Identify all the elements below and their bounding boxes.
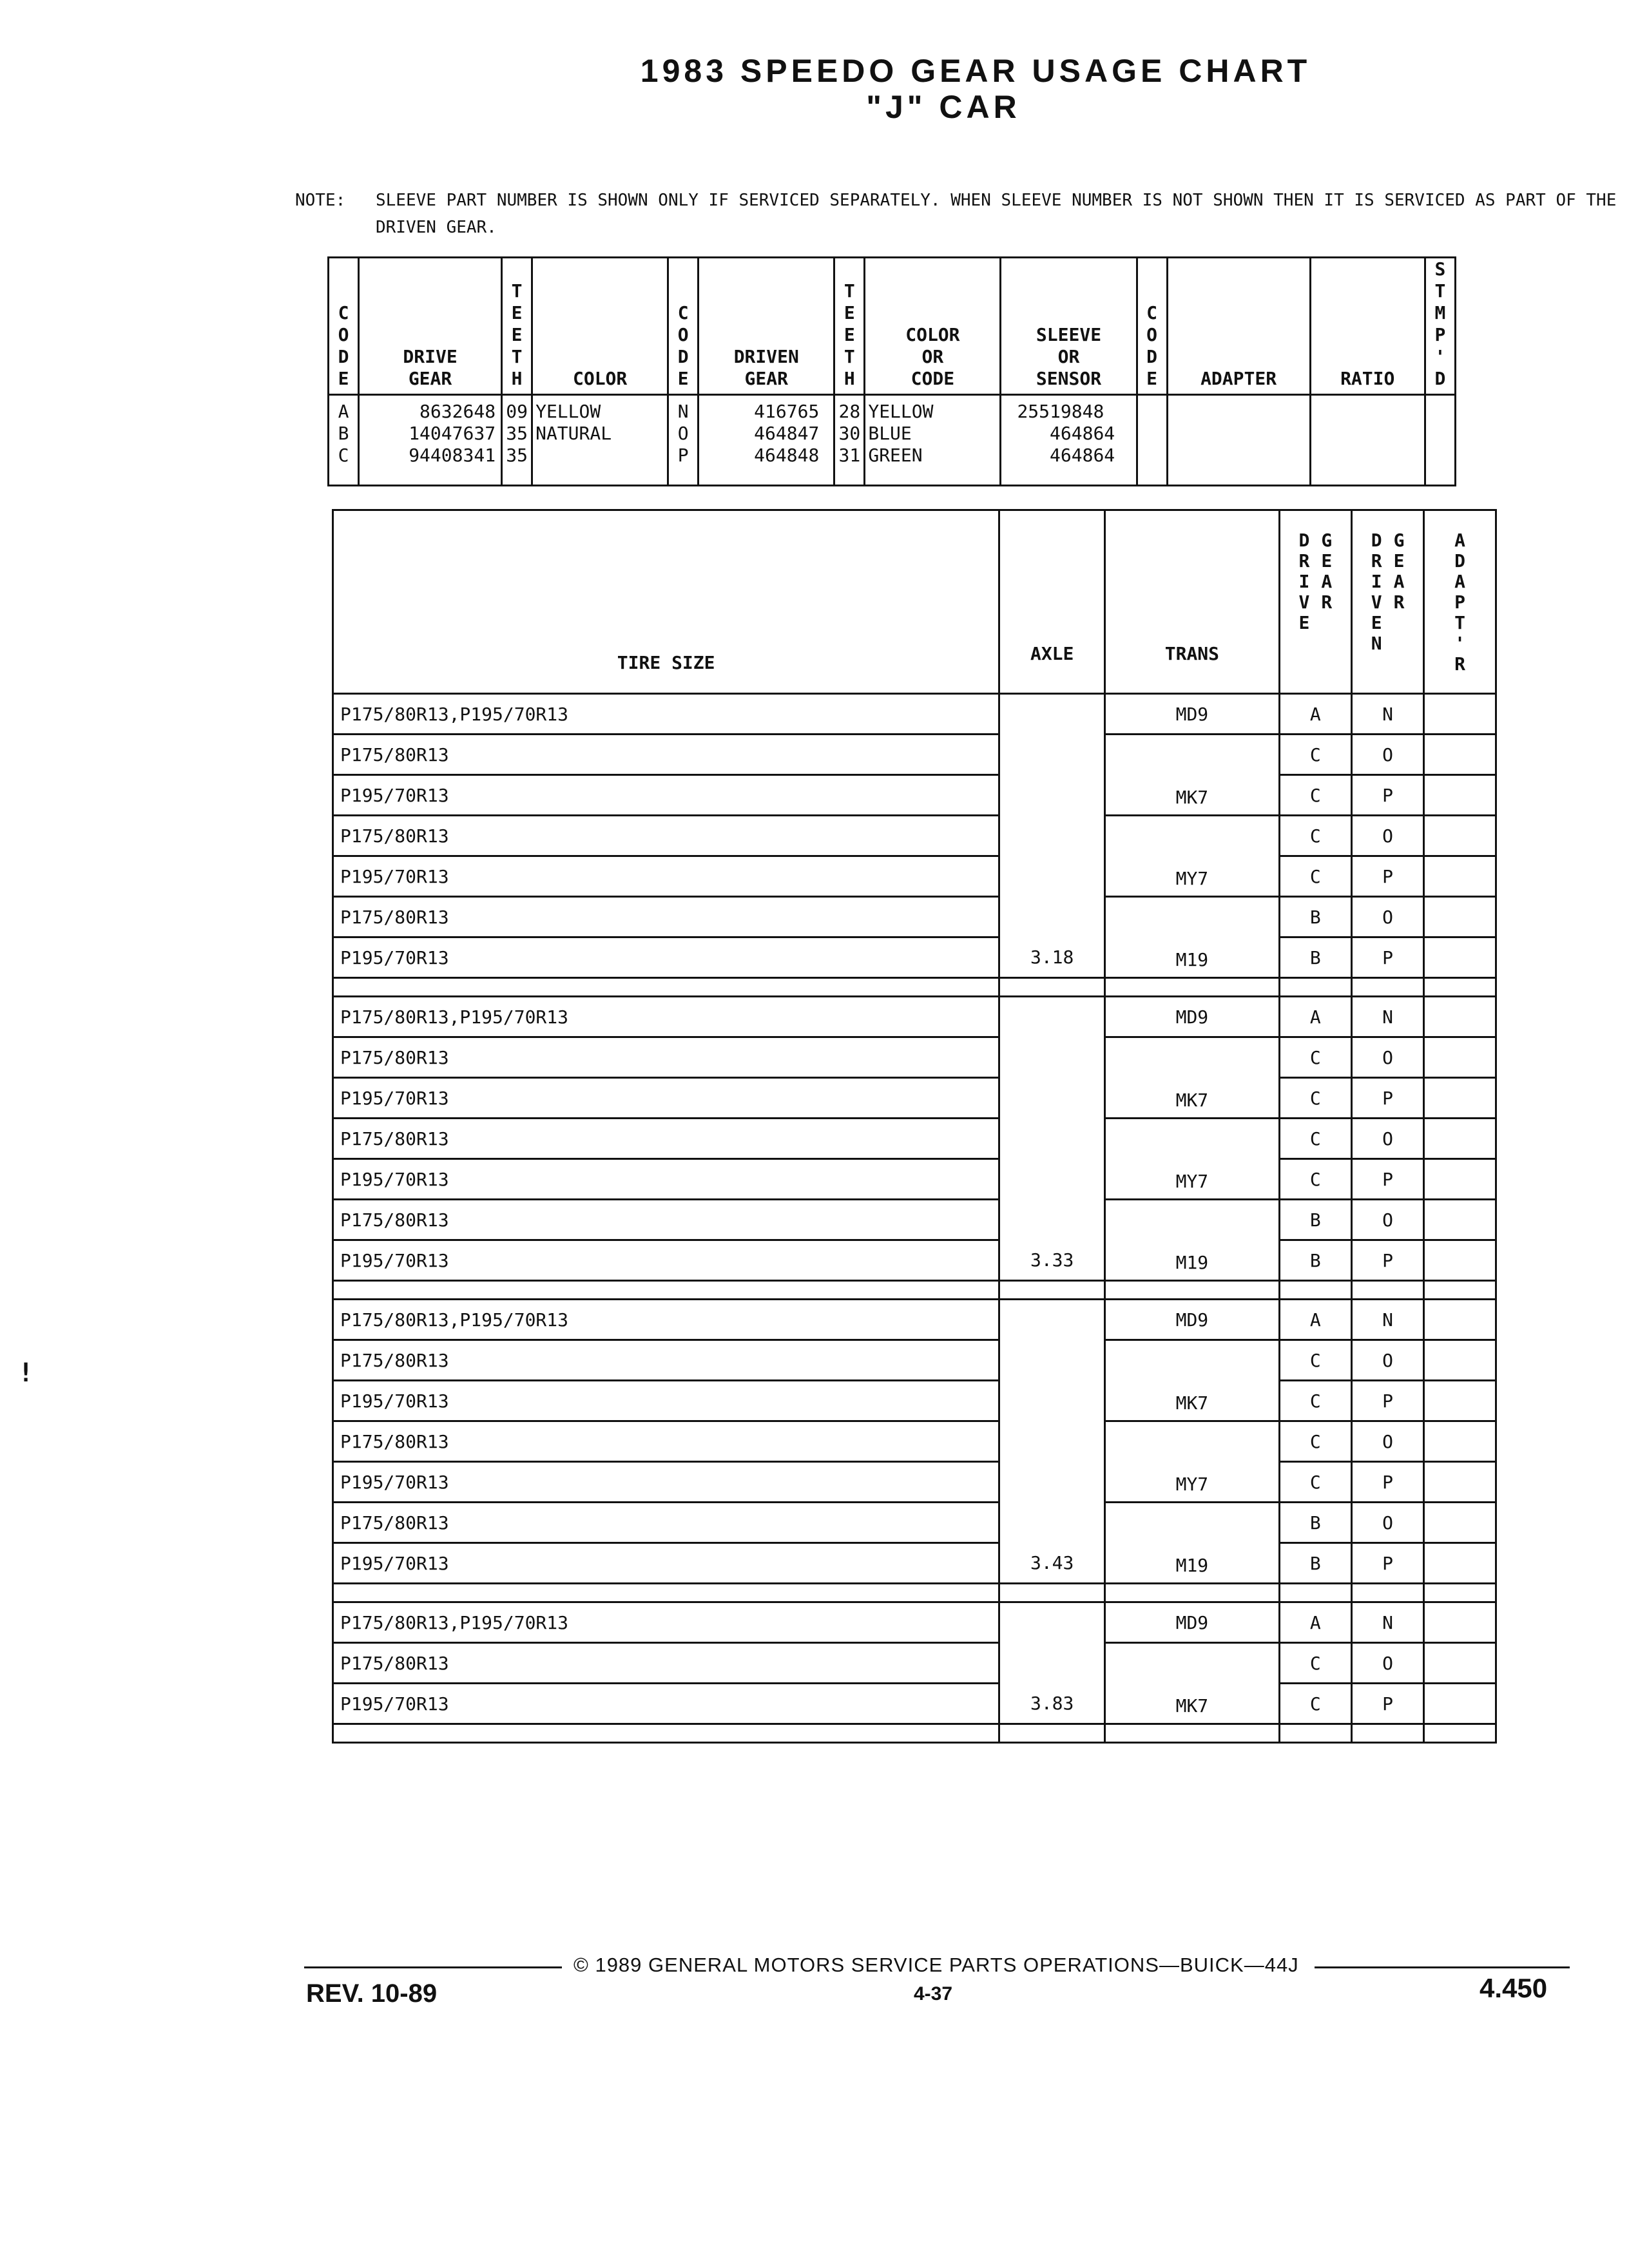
drive-gear-code: C <box>1279 1684 1351 1724</box>
separator-cell <box>1105 1724 1280 1743</box>
trans-code: M19 <box>1105 1200 1280 1281</box>
tire-size: P175/80R13 <box>333 1200 999 1240</box>
adapter-code <box>1424 1159 1496 1200</box>
separator-cell <box>1424 1724 1496 1743</box>
drive-gear-header-word-0: D R I V E <box>1298 530 1310 633</box>
header-code-3 <box>1137 258 1167 395</box>
drive-gear-code: C <box>1279 856 1351 897</box>
table-row <box>333 1503 1496 1543</box>
drive-gear-code: C <box>1279 816 1351 856</box>
trans-code: M19 <box>1105 1503 1280 1584</box>
group-separator <box>333 978 1496 997</box>
separator-cell <box>1351 1724 1423 1743</box>
group-separator <box>333 1584 1496 1602</box>
stmpd-letter: S <box>1434 258 1446 280</box>
header-ratio: RATIO <box>1310 258 1425 395</box>
tire-size: P175/80R13 <box>333 1340 999 1381</box>
table-row <box>333 735 1496 775</box>
header-adapter <box>1424 510 1496 694</box>
drive-gear-header-word-1: G E A R <box>1321 530 1333 613</box>
trans-code: MK7 <box>1105 1037 1280 1119</box>
table-row <box>333 1200 1496 1240</box>
adapter-code <box>1424 1240 1496 1281</box>
drive-gear-code: A <box>1279 694 1351 735</box>
tire-size: P195/70R13 <box>333 1543 999 1584</box>
driven-gear-header-word-0: D R I V E N <box>1371 530 1382 654</box>
code1-letter: O <box>338 324 349 345</box>
teeth2-letter: H <box>843 368 855 389</box>
adapter-code <box>1424 1340 1496 1381</box>
table-row <box>333 1119 1496 1159</box>
driven-gear-code: P <box>1351 1240 1423 1281</box>
usage-table-body <box>333 694 1496 1743</box>
footer-rule-left <box>304 1966 562 1968</box>
tire-size: P175/80R13 <box>333 897 999 937</box>
header-code-2 <box>668 258 699 395</box>
adapter-cell <box>1167 395 1310 486</box>
separator-cell <box>1424 1584 1496 1602</box>
header-driven-gear: DRIVEN GEAR <box>699 258 834 395</box>
adapter-code <box>1424 1381 1496 1421</box>
teeth2-letter: T <box>843 346 855 367</box>
drive-gear-code: C <box>1279 1421 1351 1462</box>
header-teeth-2 <box>834 258 865 395</box>
sleeve-numbers: 25519848 464864 464864 <box>1001 395 1137 486</box>
tire-size: P195/70R13 <box>333 1462 999 1503</box>
separator-cell <box>1424 1281 1496 1300</box>
table-row <box>333 1078 1496 1119</box>
table-row <box>333 1643 1496 1684</box>
adapter-code <box>1424 735 1496 775</box>
chart-title <box>0 53 1629 125</box>
driven-gear-code: N <box>1351 1602 1423 1643</box>
code2-letter: D <box>677 346 689 367</box>
driven-gear-code: O <box>1351 1200 1423 1240</box>
header-color: COLOR <box>532 258 668 395</box>
tire-size: P195/70R13 <box>333 856 999 897</box>
header-axle: AXLE <box>999 510 1105 694</box>
teeth2-letter: T <box>843 280 855 302</box>
drive-gear-code: C <box>1279 735 1351 775</box>
drive-gear-code: C <box>1279 1381 1351 1421</box>
code1-letter: C <box>338 302 349 323</box>
tire-size: P195/70R13 <box>333 1159 999 1200</box>
adapter-code <box>1424 694 1496 735</box>
tire-size: P175/80R13,P195/70R13 <box>333 694 999 735</box>
trans-code: MY7 <box>1105 1421 1280 1503</box>
adapter-code <box>1424 1421 1496 1462</box>
driven-gear-code: P <box>1351 1684 1423 1724</box>
driven-gear-code: P <box>1351 1078 1423 1119</box>
drive-gear-numbers: 8632648 14047637 94408341 <box>359 395 502 486</box>
tire-size: P175/80R13,P195/70R13 <box>333 997 999 1037</box>
header-trans: TRANS <box>1105 510 1280 694</box>
adapter-code <box>1424 997 1496 1037</box>
tire-size: P195/70R13 <box>333 937 999 978</box>
table-row <box>333 775 1496 816</box>
tire-size: P175/80R13 <box>333 1421 999 1462</box>
gear-table-body <box>329 395 1456 486</box>
tire-size: P175/80R13 <box>333 1119 999 1159</box>
adapter-code <box>1424 1684 1496 1724</box>
header-adapter: ADAPTER <box>1167 258 1310 395</box>
header-stmpd <box>1425 258 1455 395</box>
axle-ratio: 3.43 <box>999 1300 1105 1584</box>
trans-code: MY7 <box>1105 1119 1280 1200</box>
trans-code: M19 <box>1105 897 1280 978</box>
tire-size: P195/70R13 <box>333 1381 999 1421</box>
table-row <box>333 694 1496 735</box>
header-sleeve-or-sensor: SLEEVE OR SENSOR <box>1001 258 1137 395</box>
driven-gear-code: P <box>1351 1543 1423 1584</box>
separator-cell <box>1105 1281 1280 1300</box>
adapter-code <box>1424 937 1496 978</box>
separator-cell <box>999 978 1105 997</box>
separator-cell <box>1105 978 1280 997</box>
adapter-code <box>1424 1602 1496 1643</box>
stmpd-letter: M <box>1434 302 1446 323</box>
ratio-cell <box>1310 395 1425 486</box>
table-row <box>333 997 1496 1037</box>
driven-gear-code: O <box>1351 1037 1423 1078</box>
footer-rule-right <box>1315 1966 1570 1968</box>
drive-gear-code: C <box>1279 1462 1351 1503</box>
table-row <box>333 1462 1496 1503</box>
code2-letter: O <box>677 324 689 345</box>
trans-code: MK7 <box>1105 735 1280 816</box>
table-row <box>333 1381 1496 1421</box>
table-row <box>333 1159 1496 1200</box>
teeth1-letter: H <box>511 368 523 389</box>
margin-mark: ! <box>18 1358 34 1388</box>
axle-ratio: 3.33 <box>999 997 1105 1281</box>
separator-cell <box>333 1584 999 1602</box>
teeth2-letter: E <box>843 324 855 345</box>
header-color-or-code: COLOR OR CODE <box>865 258 1001 395</box>
separator-cell <box>1279 1281 1351 1300</box>
table-row <box>333 897 1496 937</box>
driven-teeth: 28 30 31 <box>834 395 865 486</box>
adapter-code <box>1424 1200 1496 1240</box>
drive-gear-code: A <box>1279 997 1351 1037</box>
driven-gear-code: P <box>1351 856 1423 897</box>
trans-code: MK7 <box>1105 1340 1280 1421</box>
drive-colors: YELLOW NATURAL <box>532 395 668 486</box>
adapter-code <box>1424 816 1496 856</box>
table-row <box>333 1240 1496 1281</box>
drive-gear-code: C <box>1279 1643 1351 1684</box>
adapter-code <box>1424 1462 1496 1503</box>
adapter-code <box>1424 897 1496 937</box>
driven-gear-numbers: 416765 464847 464848 <box>699 395 834 486</box>
title-line-2: "J" CAR <box>866 89 1021 125</box>
title-line-1: 1983 SPEEDO GEAR USAGE CHART <box>640 53 1311 89</box>
driven-codes: N O P <box>668 395 699 486</box>
drive-gear-code: B <box>1279 1543 1351 1584</box>
gear-table <box>327 256 1456 486</box>
adapter-header-word-0: A D A P T ' R <box>1454 530 1466 675</box>
code3-letter: O <box>1146 324 1157 345</box>
trans-code: MK7 <box>1105 1643 1280 1724</box>
code1-letter: E <box>338 368 349 389</box>
tire-size: P175/80R13 <box>333 1503 999 1543</box>
driven-gear-code: P <box>1351 1462 1423 1503</box>
driven-gear-code: P <box>1351 1159 1423 1200</box>
group-separator <box>333 1724 1496 1743</box>
driven-gear-code: N <box>1351 694 1423 735</box>
table-row <box>333 1340 1496 1381</box>
adapter-codes <box>1137 395 1167 486</box>
drive-gear-code: B <box>1279 1200 1351 1240</box>
gear-table-header <box>329 258 1456 395</box>
driven-gear-code: O <box>1351 1503 1423 1543</box>
stmpd-letter: ' <box>1434 346 1446 367</box>
teeth1-letter: T <box>511 346 523 367</box>
stmpd-letter: T <box>1434 280 1446 302</box>
separator-cell <box>1279 1724 1351 1743</box>
header-driven-gear <box>1351 510 1423 694</box>
separator-cell <box>1279 978 1351 997</box>
code3-letter: D <box>1146 346 1157 367</box>
driven-gear-code: P <box>1351 775 1423 816</box>
stmpd-letter: D <box>1434 368 1446 389</box>
separator-cell <box>1351 1584 1423 1602</box>
adapter-code <box>1424 1078 1496 1119</box>
note-label: NOTE: <box>295 191 346 210</box>
drive-gear-code: A <box>1279 1300 1351 1340</box>
gear-codes: A B C <box>329 395 359 486</box>
table-row <box>333 1602 1496 1643</box>
code3-letter: C <box>1146 302 1157 323</box>
trans-code: MD9 <box>1105 694 1280 735</box>
code2-letter: E <box>677 368 689 389</box>
table-row <box>333 1037 1496 1078</box>
drive-gear-code: A <box>1279 1602 1351 1643</box>
tire-size: P195/70R13 <box>333 1078 999 1119</box>
trans-code: MD9 <box>1105 1300 1280 1340</box>
revision: REV. 10-89 <box>306 1979 438 2008</box>
separator-cell <box>333 1724 999 1743</box>
drive-gear-code: C <box>1279 775 1351 816</box>
adapter-code <box>1424 856 1496 897</box>
driven-gear-code: P <box>1351 1381 1423 1421</box>
axle-ratio: 3.83 <box>999 1602 1105 1724</box>
drive-gear-code: B <box>1279 897 1351 937</box>
adapter-code <box>1424 1643 1496 1684</box>
tire-size: P175/80R13 <box>333 735 999 775</box>
tire-size: P175/80R13 <box>333 1643 999 1684</box>
tire-size: P195/70R13 <box>333 775 999 816</box>
drive-gear-code: B <box>1279 1240 1351 1281</box>
header-drive-gear: DRIVE GEAR <box>359 258 502 395</box>
tire-size: P175/80R13 <box>333 816 999 856</box>
driven-gear-code: O <box>1351 1643 1423 1684</box>
separator-cell <box>1279 1584 1351 1602</box>
usage-table <box>332 509 1497 1744</box>
separator-cell <box>333 978 999 997</box>
adapter-code <box>1424 1503 1496 1543</box>
table-row <box>333 1300 1496 1340</box>
tire-size: P175/80R13,P195/70R13 <box>333 1602 999 1643</box>
driven-gear-code: O <box>1351 897 1423 937</box>
adapter-code <box>1424 1543 1496 1584</box>
copyright: © 1989 GENERAL MOTORS SERVICE PARTS OPERATIONS—BUICK—44J <box>574 1954 1299 1976</box>
tire-size: P175/80R13,P195/70R13 <box>333 1300 999 1340</box>
teeth1-letter: T <box>511 280 523 302</box>
separator-cell <box>1351 978 1423 997</box>
table-row <box>333 1543 1496 1584</box>
header-tire-size: TIRE SIZE <box>333 510 999 694</box>
separator-cell <box>333 1281 999 1300</box>
driven-gear-code: N <box>1351 997 1423 1037</box>
code3-letter: E <box>1146 368 1157 389</box>
stmpd-letter: P <box>1434 324 1446 345</box>
separator-cell <box>1351 1281 1423 1300</box>
drive-gear-code: C <box>1279 1037 1351 1078</box>
stmpd-cell <box>1425 395 1455 486</box>
adapter-code <box>1424 1119 1496 1159</box>
table-row <box>333 816 1496 856</box>
teeth1-letter: E <box>511 324 523 345</box>
page-number: 4-37 <box>914 1983 953 2004</box>
header-code-1 <box>329 258 359 395</box>
adapter-code <box>1424 1300 1496 1340</box>
note <box>295 187 1617 268</box>
driven-gear-header-word-1: G E A R <box>1393 530 1405 613</box>
teeth1-letter: E <box>511 302 523 323</box>
table-row <box>333 937 1496 978</box>
drive-gear-code: B <box>1279 1503 1351 1543</box>
drive-gear-code: C <box>1279 1159 1351 1200</box>
adapter-code <box>1424 1037 1496 1078</box>
drive-gear-code: C <box>1279 1340 1351 1381</box>
axle-ratio: 3.18 <box>999 694 1105 978</box>
trans-code: MD9 <box>1105 997 1280 1037</box>
driven-gear-code: O <box>1351 1340 1423 1381</box>
separator-cell <box>999 1584 1105 1602</box>
tire-size: P195/70R13 <box>333 1240 999 1281</box>
code1-letter: D <box>338 346 349 367</box>
tire-size: P195/70R13 <box>333 1684 999 1724</box>
tire-size: P175/80R13 <box>333 1037 999 1078</box>
table-row <box>333 1684 1496 1724</box>
separator-cell <box>1105 1584 1280 1602</box>
driven-colors: YELLOW BLUE GREEN <box>865 395 1001 486</box>
drive-gear-code: B <box>1279 937 1351 978</box>
separator-cell <box>999 1724 1105 1743</box>
usage-table-header <box>333 510 1496 694</box>
section-number: 4.450 <box>1480 1973 1548 2003</box>
group-separator <box>333 1281 1496 1300</box>
table-row <box>333 1421 1496 1462</box>
driven-gear-code: O <box>1351 1421 1423 1462</box>
header-teeth-1 <box>502 258 532 395</box>
header-drive-gear <box>1279 510 1351 694</box>
driven-gear-code: O <box>1351 735 1423 775</box>
driven-gear-code: P <box>1351 937 1423 978</box>
code2-letter: C <box>677 302 689 323</box>
trans-code: MD9 <box>1105 1602 1280 1643</box>
driven-gear-code: N <box>1351 1300 1423 1340</box>
trans-code: MY7 <box>1105 816 1280 897</box>
driven-gear-code: O <box>1351 816 1423 856</box>
drive-teeth: 09 35 35 <box>502 395 532 486</box>
drive-gear-code: C <box>1279 1119 1351 1159</box>
note-text: SLEEVE PART NUMBER IS SHOWN ONLY IF SERVICED SEPARATELY. WHEN SLEEVE NUMBER IS NOT SHOWN THEN IT IS SERVICED AS PART OF THE DRIVEN GEAR. <box>376 191 1617 237</box>
driven-gear-code: O <box>1351 1119 1423 1159</box>
adapter-code <box>1424 775 1496 816</box>
table-row <box>333 856 1496 897</box>
separator-cell <box>999 1281 1105 1300</box>
teeth2-letter: E <box>843 302 855 323</box>
drive-gear-code: C <box>1279 1078 1351 1119</box>
separator-cell <box>1424 978 1496 997</box>
